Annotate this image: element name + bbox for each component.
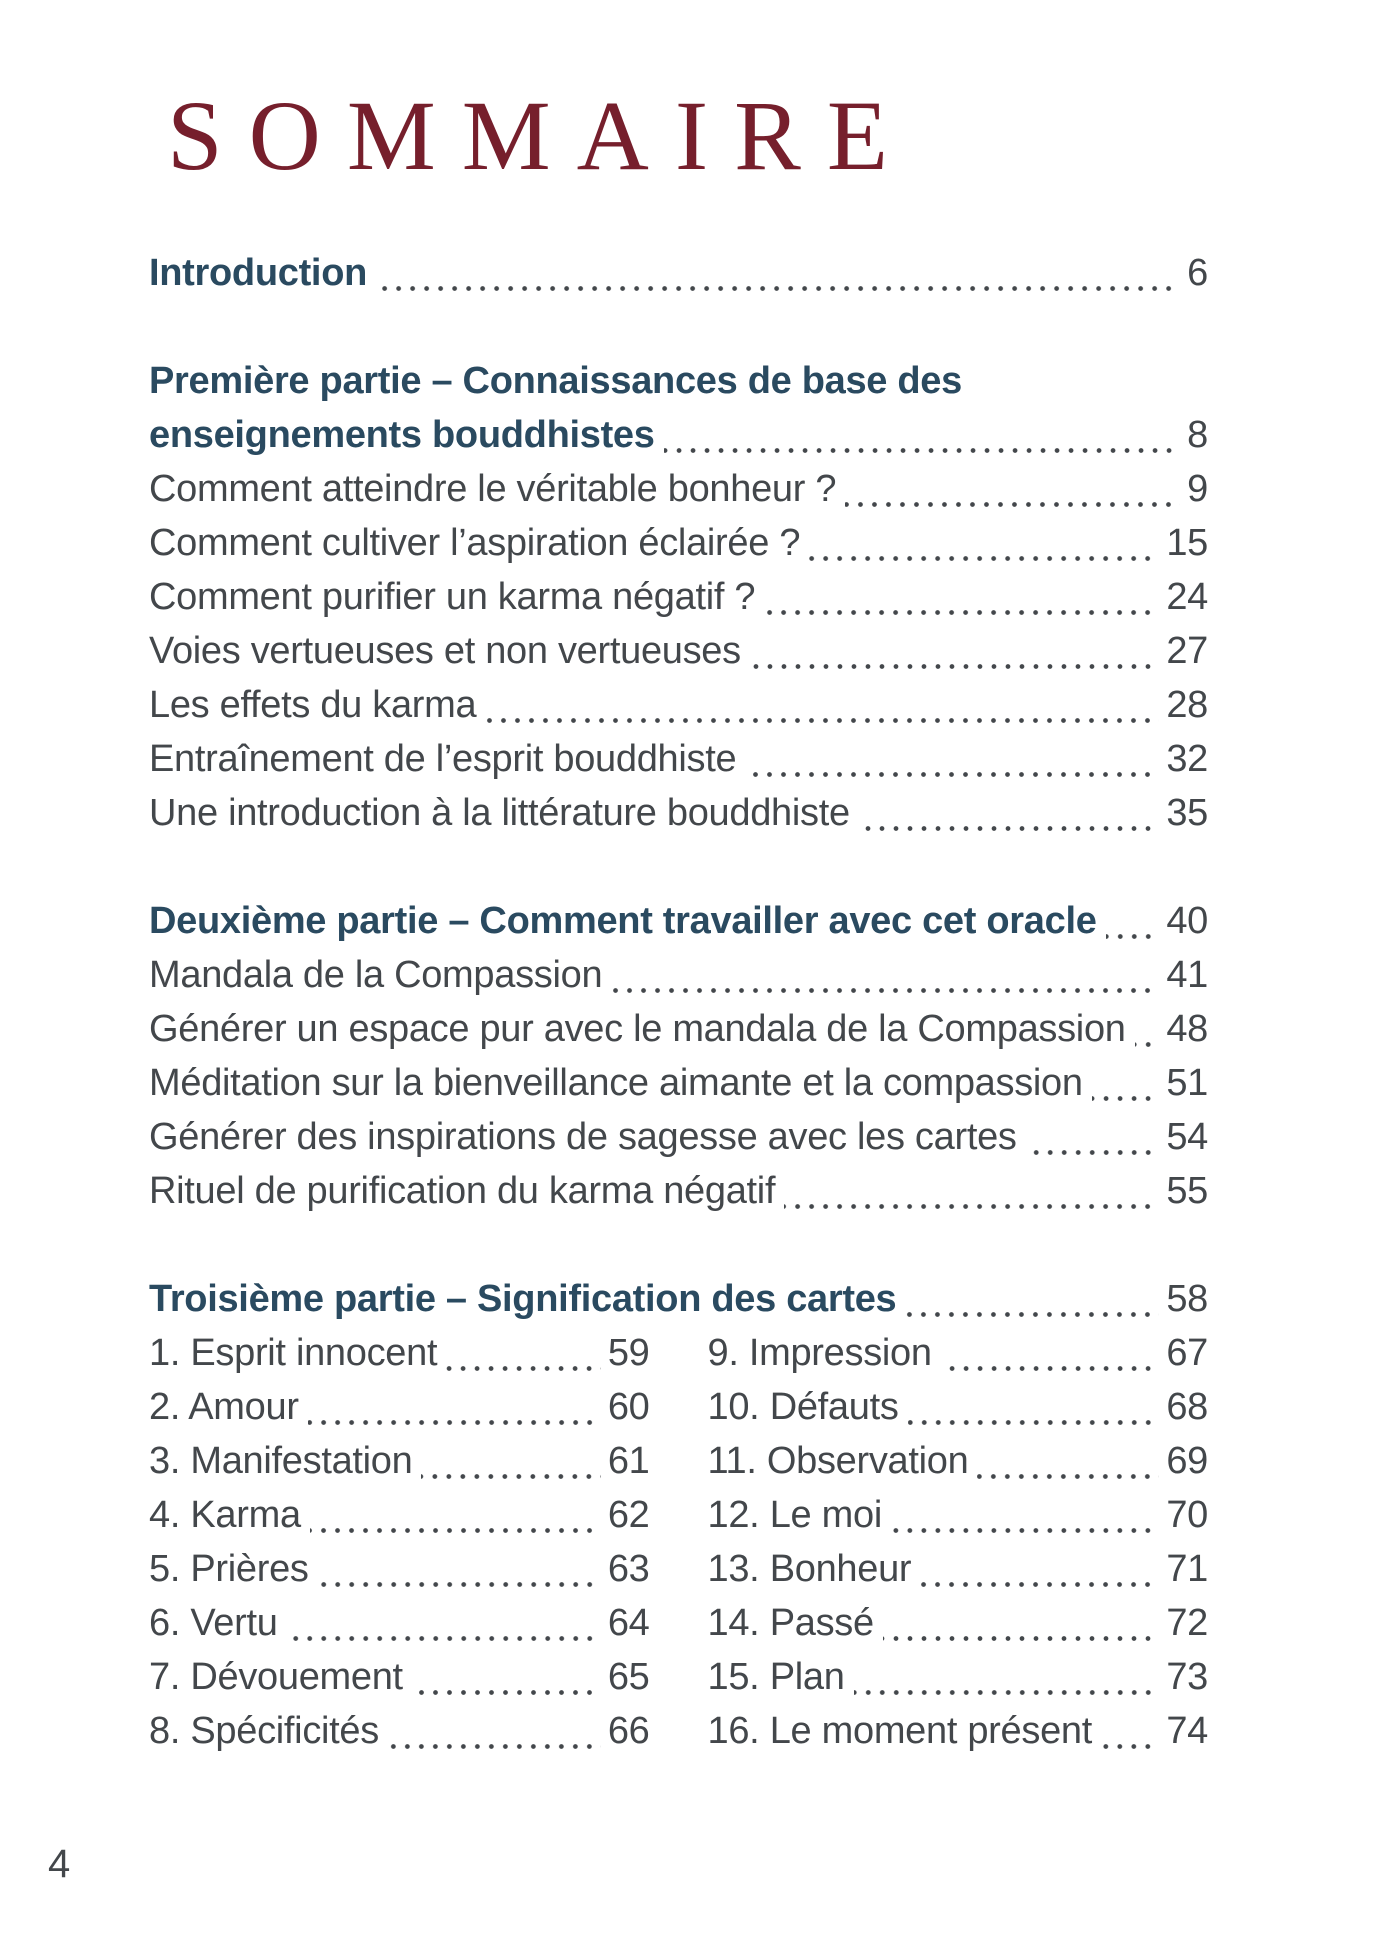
card-list-left-column [149,1326,650,1758]
toc-page-ref: 66 [607,1710,650,1752]
section-heading-label: Troisième partie – Signification des cartes [149,1278,897,1320]
toc-page-ref: 73 [1166,1656,1208,1698]
leader-dots [446,1366,601,1371]
leader-dots [1101,1744,1159,1749]
toc-page-ref: 68 [1166,1386,1208,1428]
toc-page-ref: 41 [1166,954,1208,996]
leader-dots [905,1312,1159,1317]
toc-entry-label: Générer des inspirations de sagesse avec les cartes [149,1116,1017,1158]
card-entry-label: Spécificités [190,1710,379,1752]
toc-section-part2 [149,894,1208,1218]
toc-page-ref: 48 [1166,1008,1208,1050]
section-heading-line2 [149,408,1208,462]
card-entry [708,1488,1209,1542]
card-entry-number: 3. [149,1440,181,1482]
card-entry-label: Défauts [769,1386,899,1428]
card-entry [708,1326,1209,1380]
leader-dots [287,1636,601,1641]
leader-dots [854,1690,1160,1695]
card-entry [708,1380,1209,1434]
card-entry-number: 11. [707,1440,757,1482]
toc-entry [149,732,1208,786]
toc-page-ref: 67 [1166,1332,1208,1374]
section-heading [149,1272,1208,1326]
leader-dots [485,718,1159,723]
toc-entry-label: Les effets du karma [149,684,477,726]
card-entry-label: Karma [190,1494,301,1536]
toc-page-ref: 62 [607,1494,650,1536]
toc-page-ref: 58 [1166,1278,1208,1320]
leader-dots [1135,1042,1160,1047]
leader-dots [883,1636,1160,1641]
leader-dots [376,286,1180,291]
card-entry-label: Manifestation [190,1440,413,1482]
leader-dots [1106,934,1160,939]
toc-entry-label: Une introduction à la littérature bouddhiste [149,792,850,834]
toc-entry [149,948,1208,1002]
toc-entry [149,1110,1208,1164]
toc-entry-introduction [149,246,1208,300]
toc-entry [149,1164,1208,1218]
card-entry [708,1542,1209,1596]
toc-page-ref: 6 [1187,252,1208,294]
card-entry-number: 13. [707,1548,760,1590]
leader-dots [421,1474,600,1479]
card-entry [708,1596,1209,1650]
section-heading-label: Première partie – Connaissances de base des [149,360,962,402]
card-entry [708,1650,1209,1704]
toc-page-ref: 8 [1187,414,1208,456]
leader-dots [611,988,1159,993]
card-entry-label: Passé [769,1602,874,1644]
toc-page-ref: 51 [1166,1062,1208,1104]
page-title: SOMMAIRE [167,80,914,191]
leader-dots [908,1420,1160,1425]
card-entry-number: 10. [707,1386,760,1428]
card-entry-label: Amour [188,1386,299,1428]
leader-dots [920,1582,1159,1587]
card-entry-label: Prières [190,1548,309,1590]
toc-entry [149,462,1208,516]
card-entry-number: 5. [149,1548,181,1590]
toc-entry-label: Introduction [149,252,368,294]
toc-page-ref: 74 [1166,1710,1208,1752]
toc-entry [149,786,1208,840]
toc-entry-label: Mandala de la Compassion [149,954,603,996]
card-list-right-column [708,1326,1209,1758]
leader-dots [941,1366,1160,1371]
toc-entry-label: Voies vertueuses et non vertueuses [149,630,741,672]
toc-page-ref: 69 [1166,1440,1208,1482]
card-entry-number: 14. [707,1602,760,1644]
card-list-columns [149,1326,1208,1758]
card-entry [149,1326,650,1380]
toc-page-ref: 61 [607,1440,650,1482]
card-entry-label: Bonheur [769,1548,912,1590]
toc-entry [149,516,1208,570]
toc-page-ref: 64 [607,1602,650,1644]
leader-dots [859,826,1160,831]
section-heading [149,894,1208,948]
toc-entry-label: Méditation sur la bienveillance aimante et la compassion [149,1062,1083,1104]
card-entry-number: 6. [149,1602,181,1644]
card-entry [149,1488,650,1542]
folio-page-number: 4 [48,1842,71,1886]
card-entry-number: 15. [707,1656,760,1698]
card-entry-number: 4. [149,1494,181,1536]
leader-dots [310,1528,601,1533]
toc-entry-label: Générer un espace pur avec le mandala de la Compassion [149,1008,1126,1050]
toc-content [149,0,1208,1758]
toc-page-ref: 24 [1166,576,1208,618]
card-entry-number: 16. [707,1710,760,1752]
card-entry-number: 12. [707,1494,760,1536]
leader-dots [784,1204,1159,1209]
toc-page-ref: 35 [1166,792,1208,834]
card-entry-number: 1. [149,1332,181,1374]
toc-page-ref: 65 [607,1656,650,1698]
toc-page-ref: 70 [1166,1494,1208,1536]
section-heading-line1 [149,354,1208,408]
toc-entry [149,1056,1208,1110]
card-entry-label: Esprit innocent [190,1332,438,1374]
card-entry-label: Observation [766,1440,969,1482]
leader-dots [1092,1096,1160,1101]
toc-page-ref: 32 [1166,738,1208,780]
toc-page-ref: 27 [1166,630,1208,672]
card-entry-number: 8. [149,1710,181,1752]
toc-entry-label: Comment cultiver l’aspiration éclairée ? [149,522,801,564]
leader-dots [388,1744,601,1749]
leader-dots [764,610,1159,615]
toc-page-ref: 72 [1166,1602,1208,1644]
toc-page-ref: 63 [607,1548,650,1590]
card-entry-label: Impression [748,1332,932,1374]
card-entry-label: Le moi [769,1494,882,1536]
leader-dots [750,664,1159,669]
leader-dots [318,1582,601,1587]
card-entry [149,1650,650,1704]
toc-page-ref: 28 [1166,684,1208,726]
card-entry [708,1434,1209,1488]
toc-page-ref: 59 [607,1332,650,1374]
leader-dots [745,772,1159,777]
toc-page-ref: 9 [1187,468,1208,510]
leader-dots [891,1528,1159,1533]
card-entry [149,1542,650,1596]
card-entry-number: 7. [149,1656,181,1698]
toc-entry-label: Comment purifier un karma négatif ? [149,576,756,618]
leader-dots [664,448,1181,453]
leader-dots [809,556,1159,561]
toc-page-ref: 60 [607,1386,650,1428]
toc-entry [149,624,1208,678]
card-entry [708,1704,1209,1758]
toc-entry [149,1002,1208,1056]
toc-entry-label: Comment atteindre le véritable bonheur ? [149,468,837,510]
leader-dots [1026,1150,1160,1155]
card-entry-number: 2. [149,1386,181,1428]
card-entry-label: Vertu [190,1602,278,1644]
section-heading-label: enseignements bouddhistes [149,414,655,456]
leader-dots [845,502,1180,507]
table-of-contents [149,246,1208,1758]
section-heading-label: Deuxième partie – Comment travailler avec cet oracle [149,900,1097,942]
leader-dots [308,1420,601,1425]
toc-page-ref: 71 [1166,1548,1208,1590]
toc-page-ref: 55 [1166,1170,1208,1212]
toc-entry [149,570,1208,624]
card-entry-label: Plan [769,1656,845,1698]
toc-entry-label: Rituel de purification du karma négatif [149,1170,776,1212]
toc-section-part1 [149,354,1208,840]
card-entry-label: Le moment présent [769,1710,1093,1752]
toc-page-ref: 54 [1166,1116,1208,1158]
toc-section-part3 [149,1272,1208,1758]
toc-page-ref: 15 [1166,522,1208,564]
leader-dots [412,1690,601,1695]
toc-entry-label: Entraînement de l’esprit bouddhiste [149,738,737,780]
toc-entry [149,678,1208,732]
toc-page-ref: 40 [1166,900,1208,942]
card-entry-label: Dévouement [190,1656,403,1698]
leader-dots [977,1474,1159,1479]
card-entry [149,1434,650,1488]
card-entry [149,1380,650,1434]
card-entry [149,1704,650,1758]
card-entry-number: 9. [707,1332,739,1374]
card-entry [149,1596,650,1650]
